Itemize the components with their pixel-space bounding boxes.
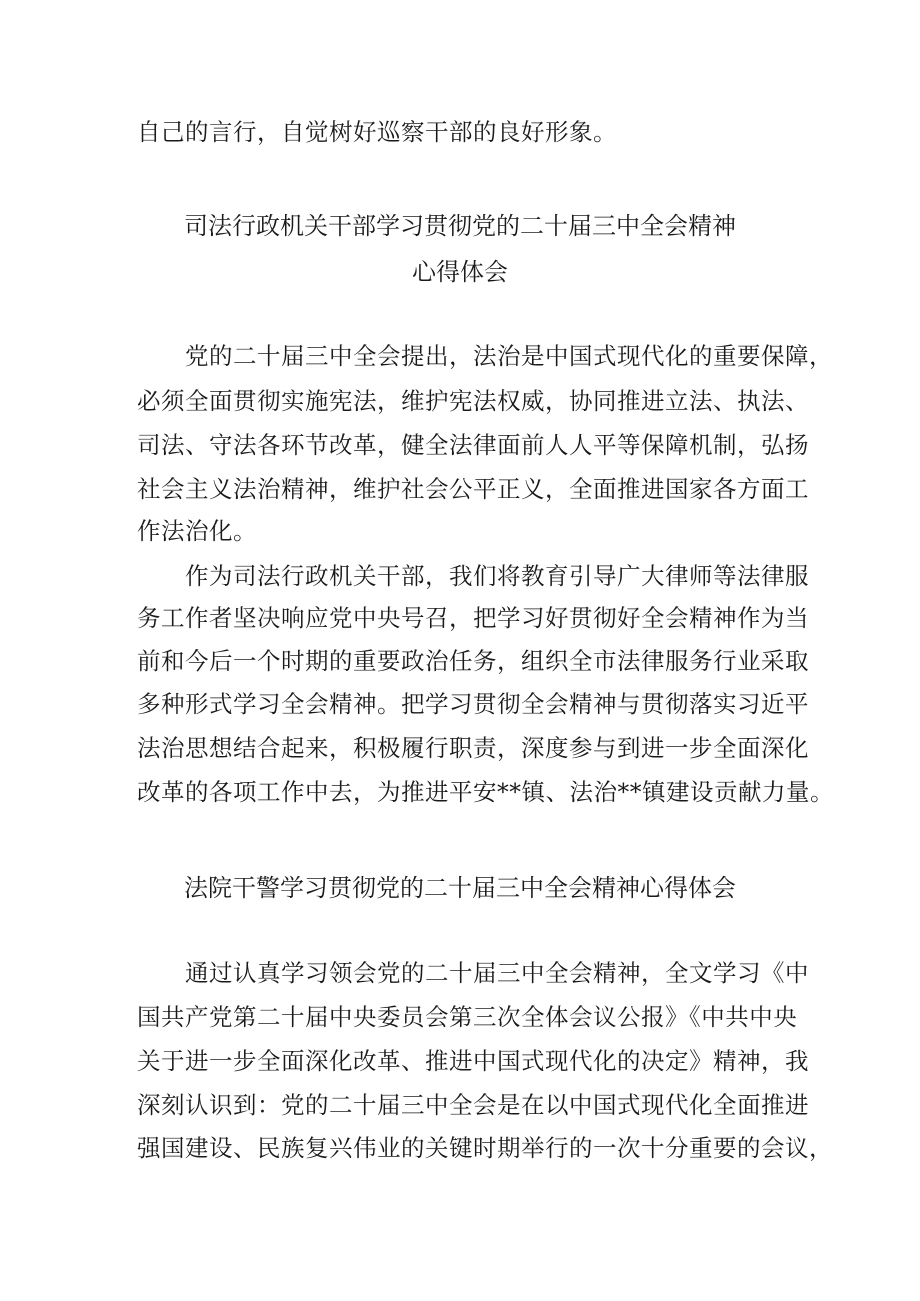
text-line: 社会主义法治精神，维护社会公平正义，全面推进国家各方面工 [137,475,809,503]
text-line: 前和今后一个时期的重要政治任务，组织全市法律服务行业采取 [137,647,809,675]
section-title: 司法行政机关干部学习贯彻党的二十届三中全会精神 [184,212,736,240]
text-line: 必须全面贯彻实施宪法，维护宪法权威，协同推进立法、执法、 [137,387,809,415]
section-title: 心得体会 [412,258,508,286]
text-line: 作为司法行政机关干部，我们将教育引导广大律师等法律服 [185,562,809,590]
text-line: 多种形式学习全会精神。把学习贯彻全会精神与贯彻落实习近平 [137,690,809,718]
text-line: 务工作者坚决响应党中央号召，把学习好贯彻好全会精神作为当 [137,604,809,632]
text-line: 自己的言行，自觉树好巡察干部的良好形象。 [137,118,617,146]
text-line: 法治思想结合起来，积极履行职责，深度参与到进一步全面深化 [137,734,809,762]
text-line: 关于进一步全面深化改革、推进中国式现代化的决定》精神，我 [137,1047,809,1075]
text-line: 作法治化。 [137,517,257,545]
text-line: 深刻认识到：党的二十届三中全会是在以中国式现代化全面推进 [137,1091,809,1119]
text-line: 国共产党第二十届中央委员会第三次全体会议公报》《中共中央 [137,1003,798,1031]
text-line: 党的二十届三中全会提出，法治是中国式现代化的重要保障， [185,342,833,370]
text-line: 司法、守法各环节改革，健全法律面前人人平等保障机制，弘扬 [137,431,809,459]
section-title: 法院干警学习贯彻党的二十届三中全会精神心得体会 [184,874,736,902]
text-line: 强国建设、民族复兴伟业的关键时期举行的一次十分重要的会议， [137,1134,833,1162]
text-line: 通过认真学习领会党的二十届三中全会精神，全文学习《中 [185,959,809,987]
text-line: 改革的各项工作中去，为推进平安**镇、法治**镇建设贡献力量。 [137,778,834,806]
